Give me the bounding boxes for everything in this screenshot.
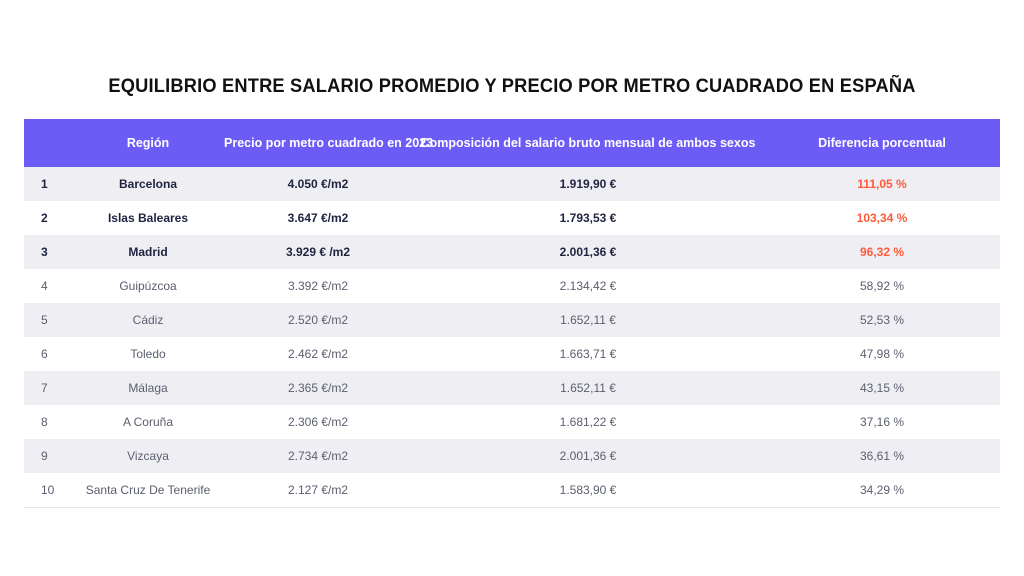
cell-percent-difference: 58,92 % (859, 279, 905, 293)
cell-region: Cádiz (132, 313, 164, 327)
table-row (24, 439, 1000, 473)
table-row (24, 337, 1000, 371)
cell-percent-difference: 96,32 % (859, 245, 905, 259)
cell-region: Guipúzcoa (119, 279, 177, 293)
cell-percent-difference: 47,98 % (859, 347, 905, 361)
cell-price-per-m2: 2.462 €/m2 (287, 347, 349, 361)
table-row (24, 167, 1000, 201)
cell-salary: 1.583,90 € (559, 483, 617, 497)
table-row (24, 371, 1000, 405)
header-price-per-m2: Precio por metro cuadrado en 2023 (224, 136, 434, 150)
cell-salary: 1.919,90 € (559, 177, 617, 191)
cell-rank: 1 (41, 177, 48, 191)
header-region: Región (126, 136, 170, 150)
cell-region: Barcelona (118, 177, 178, 191)
cell-percent-difference: 111,05 % (857, 177, 907, 191)
header-percent-difference: Diferencia porcentual (818, 136, 946, 150)
cell-price-per-m2: 3.647 €/m2 (287, 211, 349, 225)
cell-price-per-m2: 4.050 €/m2 (287, 177, 349, 191)
cell-percent-difference: 36,61 % (859, 449, 905, 463)
cell-region: Islas Baleares (107, 211, 189, 225)
cell-price-per-m2: 3.392 €/m2 (287, 279, 349, 293)
cell-region: Vizcaya (127, 449, 169, 463)
header-salary: Composición del salario bruto mensual de ambos sexos (420, 136, 756, 150)
table-row (24, 269, 1000, 303)
cell-salary: 1.652,11 € (560, 381, 616, 395)
table-body (24, 167, 1000, 507)
cell-rank: 4 (41, 279, 48, 293)
cell-region: A Coruña (122, 415, 174, 429)
cell-price-per-m2: 2.127 €/m2 (287, 483, 349, 497)
cell-region: Toledo (130, 347, 166, 361)
cell-rank: 5 (41, 313, 48, 327)
cell-salary: 1.663,71 € (559, 347, 617, 361)
table-row (24, 473, 1000, 507)
cell-price-per-m2: 2.520 €/m2 (287, 313, 349, 327)
cell-rank: 10 (41, 483, 55, 497)
cell-percent-difference: 37,16 % (859, 415, 905, 429)
table-row (24, 405, 1000, 439)
data-table-container (24, 119, 1000, 508)
cell-rank: 2 (41, 211, 48, 225)
cell-salary: 1.681,22 € (559, 415, 617, 429)
cell-rank: 8 (41, 415, 48, 429)
cell-price-per-m2: 2.365 €/m2 (287, 381, 349, 395)
cell-salary: 2.001,36 € (559, 245, 617, 259)
chart-title: EQUILIBRIO ENTRE SALARIO PROMEDIO Y PRECIO POR METRO CUADRADO EN ESPAÑA (108, 76, 916, 97)
cell-rank: 9 (41, 449, 48, 463)
cell-price-per-m2: 2.306 €/m2 (287, 415, 349, 429)
cell-percent-difference: 52,53 % (859, 313, 905, 327)
table-row (24, 201, 1000, 235)
cell-price-per-m2: 2.734 €/m2 (287, 449, 349, 463)
table-row (24, 235, 1000, 269)
cell-salary: 2.001,36 € (559, 449, 617, 463)
cell-price-per-m2: 3.929 € /m2 (285, 245, 351, 259)
cell-region: Madrid (128, 245, 168, 259)
cell-rank: 6 (41, 347, 48, 361)
cell-region: Málaga (128, 381, 168, 395)
cell-percent-difference: 103,34 % (856, 211, 908, 225)
cell-salary: 2.134,42 € (559, 279, 617, 293)
data-table (24, 119, 1000, 507)
cell-rank: 7 (41, 381, 48, 395)
cell-percent-difference: 43,15 % (859, 381, 905, 395)
header-rank (24, 119, 72, 167)
cell-salary: 1.793,53 € (559, 211, 617, 225)
cell-rank: 3 (41, 245, 48, 259)
table-header-row (24, 119, 1000, 167)
cell-percent-difference: 34,29 % (859, 483, 905, 497)
cell-region: Santa Cruz De Tenerife (85, 483, 211, 497)
cell-salary: 1.652,11 € (560, 313, 616, 327)
table-row (24, 303, 1000, 337)
